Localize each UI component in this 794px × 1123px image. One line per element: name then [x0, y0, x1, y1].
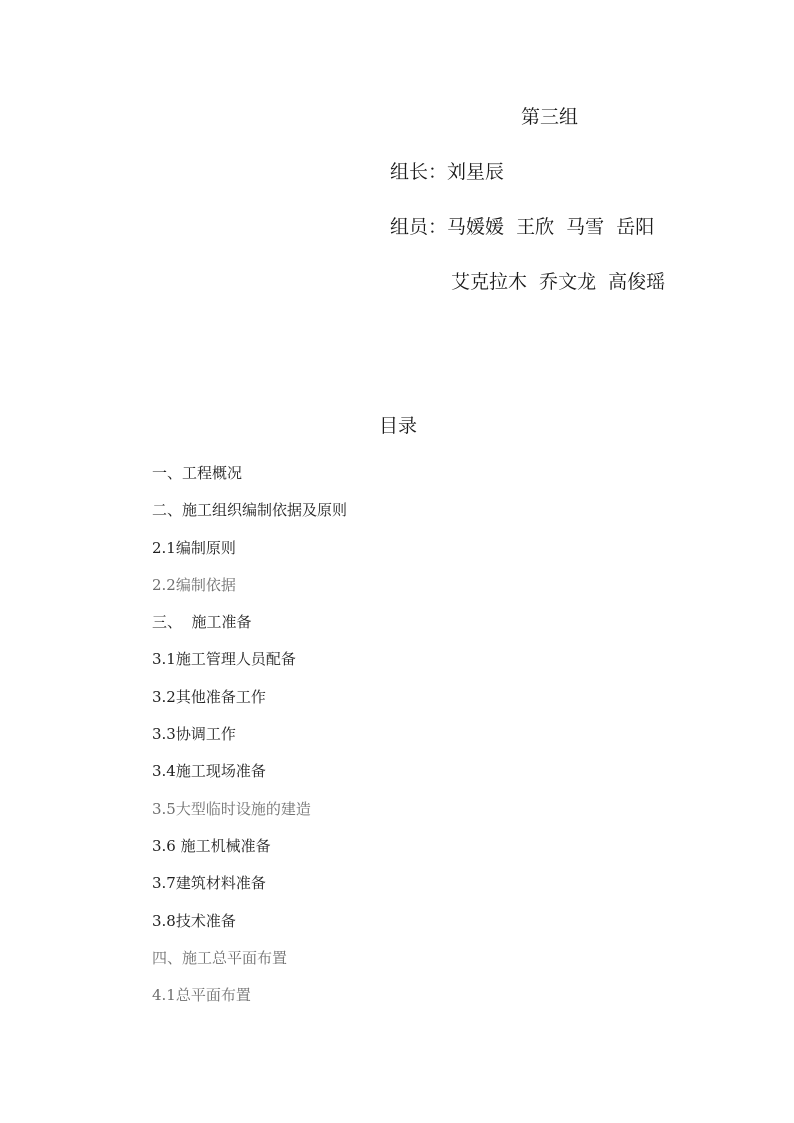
group-leader-line [390, 159, 504, 185]
toc-item: 3.7建筑材料准备 [152, 874, 266, 893]
toc-item: 三、 施工准备 [152, 613, 252, 632]
toc-item: 3.4施工现场准备 [152, 762, 266, 781]
toc-item: 3.1施工管理人员配备 [152, 650, 296, 669]
toc-item: 3.5大型临时设施的建造 [152, 799, 311, 818]
toc-item: 2.2编制依据 [152, 575, 236, 594]
toc-list [152, 460, 347, 1019]
toc-item: 2.1编制原则 [152, 538, 236, 557]
toc-item: 四、施工总平面布置 [152, 948, 288, 967]
toc-item: 一、工程概况 [152, 464, 243, 482]
members-names-line-2: 艾克拉木 乔文龙 高俊瑶 [451, 271, 666, 293]
members-names-line-1: 马媛媛 王欣 马雪 岳阳 [447, 216, 655, 238]
toc-item: 3.8技术准备 [152, 911, 236, 930]
leader-label: 组长： [390, 161, 448, 183]
toc-item: 3.2其他准备工作 [152, 687, 266, 706]
group-title: 第三组 [521, 106, 579, 128]
toc-item: 二、施工组织编制依据及原则 [152, 501, 348, 520]
leader-name: 刘星辰 [447, 161, 505, 183]
members-label: 组员： [390, 216, 448, 238]
toc-title: 目录 [379, 415, 418, 437]
toc-item: 4.1总平面布置 [152, 986, 251, 1005]
group-members-line [390, 214, 654, 240]
toc-item: 3.6 施工机械准备 [152, 836, 271, 855]
toc-item: 3.3协调工作 [152, 725, 236, 744]
